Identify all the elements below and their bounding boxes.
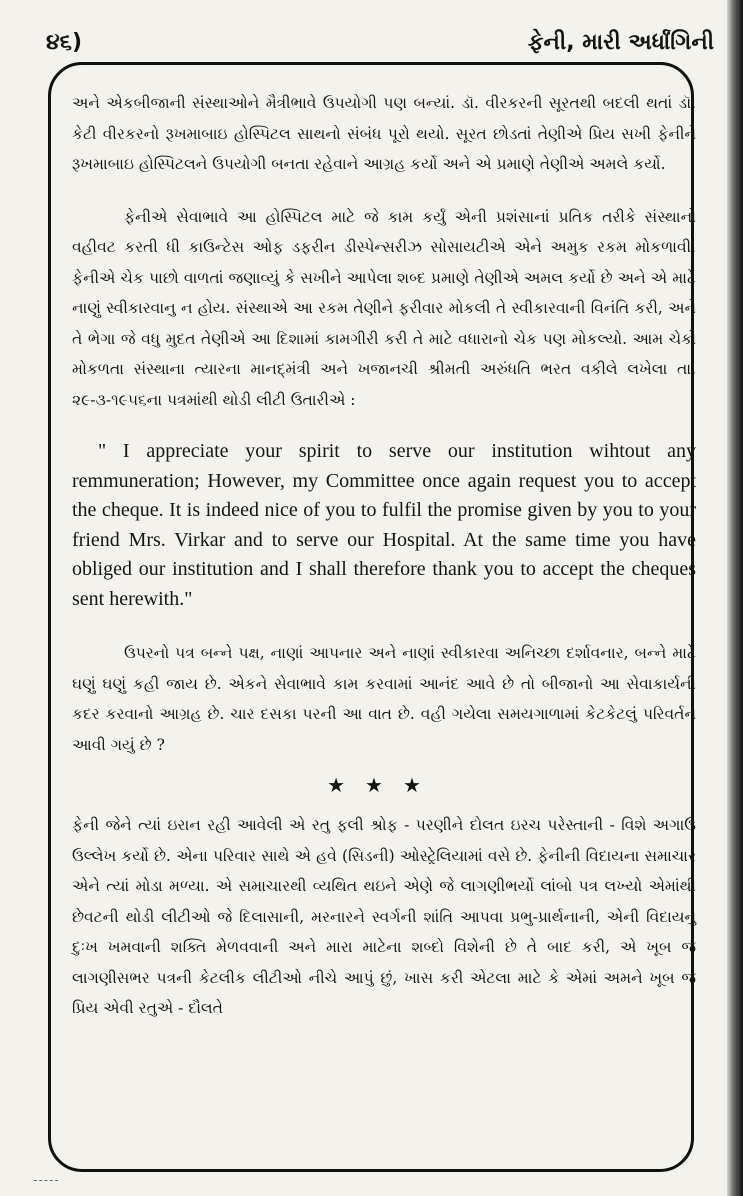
running-title: ફેની, મારી અર્ધાંગિની bbox=[527, 30, 714, 55]
paragraph-1: અને એકબીજાની સંસ્થાઓને મૈત્રીભાવે ઉપયોગી પણ બન્યાં. ડૉ. વીરકરની સૂરતથી બદલી થતાં ડૉ. કેટી વીરકરનો રૂખમાબાઇ હોસ્પિટલ સાથનો સંબંધ પૂરો થયો. સૂરત છોડતાં તેણીએ પ્રિય સખી ફેનીને રૂખમાબાઇ હોસ્પિટલને ઉપયોગી બનતા રહેવાને આગ્રહ કર્યો અને એ પ્રમાણે તેણીએ અમલે કર્યો. bbox=[72, 94, 696, 173]
section-separator-stars: ★★★ bbox=[327, 773, 441, 797]
page-body bbox=[72, 88, 696, 1046]
book-spine-shadow bbox=[727, 0, 743, 1196]
english-letter-quote: " I appreciate your spirit to serve our institution wihtout any remmuneration; However, my Committee once again request you to accept the cheque. It is indeed nice of you to fulfil the promise given by you to your friend Mrs. Virkar and to serve our Hospital. At the same time you have obliged our institution and I shall therefore thank you to accept the cheques sent herewith." bbox=[72, 440, 696, 610]
page-header bbox=[40, 22, 720, 66]
paragraph-2: ફેનીએ સેવાભાવે આ હોસ્પિટલ માટે જે કામ કર્યું એની પ્રશંસાનાં પ્રતિક તરીકે સંસ્થાનો વહીવટ કરતી ધી કાઉન્ટેસ ઓફ ડફરીન ડીસ્પેન્સરીઝ સોસાયટીએ એને અમુક રકમ મોકળાવી. ફેનીએ ચેક પાછો વાળતાં જણાવ્યું કે સખીને આપેલા શબ્દ પ્રમાણે તેણીએ અમલ કર્યો છે અને એ માટે નાણું સ્વીકારવાનુ ન હોય. સંસ્થાએ આ રકમ તેણીને ફરીવાર મોકલી તે સ્વીકારવાની વિનંતિ કરી, અને તે ભેગા જે વધુ મુદત તેણીએ આ દિશામાં કામગીરી કરી તે માટે વધારાનો ચેક પણ મોકલ્યો. આમ ચેકો મોકળતા સંસ્થાના ત્યારના માનદ્‌મંત્રી અને ખજાનચી શ્રીમતી અરુંધતિ ભરત વકીલે લખેલા તા. ૨૯-૩-૧૯૫૬ના પત્રમાંથી થોડી લીટી ઉતારીએ : bbox=[72, 207, 696, 409]
footer-scan-mark bbox=[34, 1180, 58, 1182]
paragraph-4: ફેની જેને ત્યાં ઇરાન રહી આવેલી એ રતુ ફલી શ્રોફ - પરણીને દોલત ઇરચ પરેસ્તાની - વિશે અગાઉ ઉલ્લેખ કર્યો છે. એના પરિવાર સાથે એ હવે (સિડની) ઓસ્ટ્રેલિયામાં વસે છે. ફેનીની વિદાયના સમાચાર એને ત્યાં મોડા મળ્યા. એ સમાચારથી વ્યથિત થઇને એણે જે લાગણીભર્યો લાંબો પત્ર લખ્યો એમાંથી છેવટની થોડી લીટીઓ જે દિલાસાની, મરનારને સ્વર્ગની શાંતિ આપવા પ્રભુ-પ્રાર્થનાની, એની વિદાયનું દુઃખ ખમવાની શક્તિ મેળવવાની અને મારા માટેના શબ્દો વિશેની છે તે બાદ કરી, એ ખૂબ જ લાગણીસભર પત્રની કેટલીક લીટીઓ નીચે આપું છું, ખાસ કરી એટલા માટે કે એમાં અમને ખૂબ જ પ્રિય એવી રતુએ - દૌલતે bbox=[72, 816, 696, 1017]
paragraph-3: ઉપરનો પત્ર બન્ને પક્ષ, નાણાં આપનાર અને નાણાં સ્વીકારવા અનિચ્છા દર્શાવનાર, બન્ને માટે ઘણું ઘણું કહી જાય છે. એકને સેવાભાવે કામ કરવામાં આનંદ આવે છે તો બીજાનો આ સેવાકાર્યની કદર કરવાનો આગ્રહ છે. ચાર દસકા પરની આ વાત છે. વહી ગયેલા સમયગાળામાં કેટકેટલું પરિવર્તન આવી ગયું છે ? bbox=[72, 644, 696, 754]
page-number: ૪૬) bbox=[46, 30, 83, 55]
